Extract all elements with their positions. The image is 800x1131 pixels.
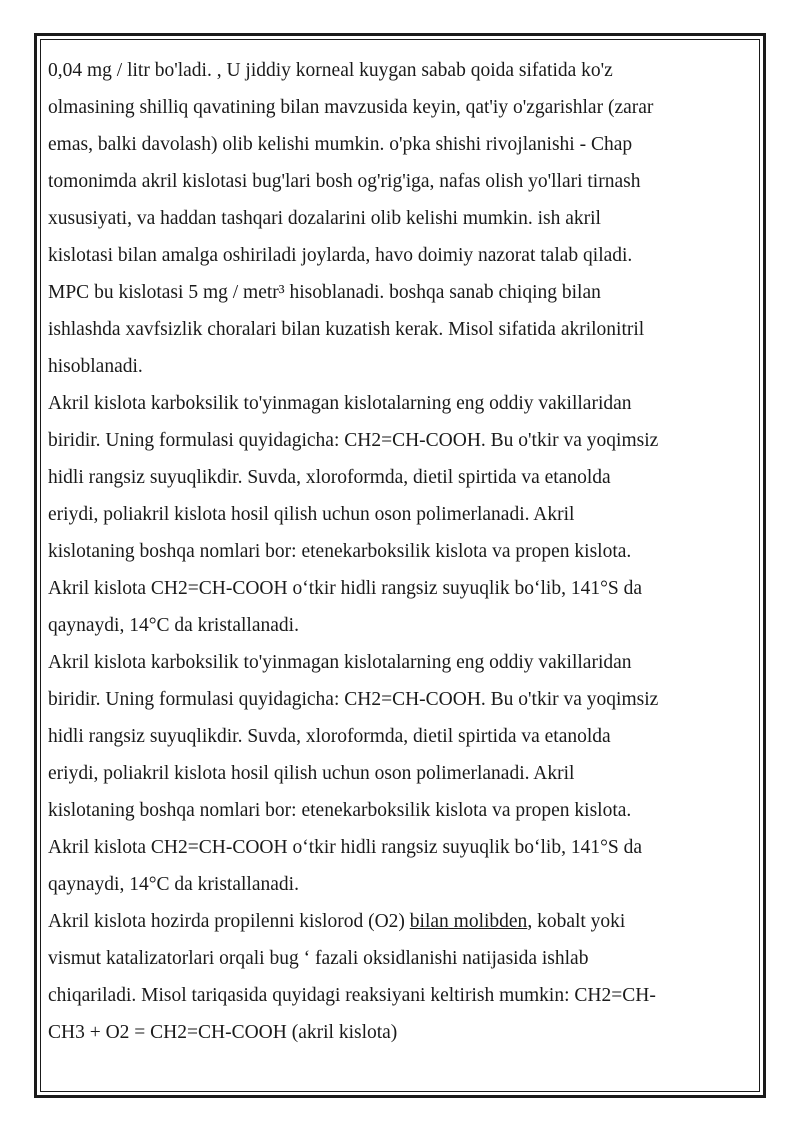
text-line: ishlashda xavfsizlik choralari bilan kuzatish kerak. Misol sifatida akrilonitril — [48, 319, 645, 340]
text-line: CH3 + O2 = CH2=CH-COOH (akril kislota) — [48, 1022, 398, 1043]
document-body — [48, 52, 738, 1051]
text-line: MPC bu kislotasi 5 mg / metr³ hisoblanadi. boshqa sanab chiqing bilan — [48, 282, 601, 303]
text-line: xususiyati, va haddan tashqari dozalarini olib kelishi mumkin. ish akril — [48, 208, 601, 229]
text-line: Akril kislota CH2=CH-COOH o‘tkir hidli rangsiz suyuqlik bo‘lib, 141°S da — [48, 837, 643, 858]
paragraph-toxicity — [48, 52, 738, 385]
text-line: kislotaning boshqa nomlari bor: etenekarboksilik kislota va propen kislota. — [48, 800, 632, 821]
text-line: Akril kislota karboksilik to'yinmagan kislotalarning eng oddiy vakillaridan — [48, 393, 632, 414]
text-line: hidli rangsiz suyuqlikdir. Suvda, xloroformda, dietil spirtida va etanolda — [48, 726, 611, 747]
text-line: biridir. Uning formulasi quyidagicha: CH2=CH-COOH. Bu o'tkir va yoqimsiz — [48, 689, 659, 710]
text-line: biridir. Uning formulasi quyidagicha: CH2=CH-COOH. Bu o'tkir va yoqimsiz — [48, 430, 659, 451]
text-line: qaynaydi, 14°C da kristallanadi. — [48, 874, 299, 895]
underlined-text: bilan molibden — [409, 911, 528, 932]
text-line: 0,04 mg / litr bo'ladi. , U jiddiy korneal kuygan sabab qoida sifatida ko'z — [48, 60, 613, 81]
text-fragment: Akril kislota hozirda propilenni kislorod (O2) — [48, 911, 410, 932]
text-line: eriydi, poliakril kislota hosil qilish uchun oson polimerlanadi. Akril — [48, 504, 575, 525]
text-line — [48, 903, 738, 940]
text-line: tomonimda akril kislotasi bug'lari bosh og'rig'iga, nafas olish yo'llari tirnash — [48, 171, 641, 192]
text-line: emas, balki davolash) olib kelishi mumkin. o'pka shishi rivojlanishi - Chap — [48, 134, 633, 155]
text-line: chiqariladi. Misol tariqasida quyidagi reaksiyani keltirish mumkin: CH2=CH- — [48, 985, 656, 1006]
text-line: Akril kislota CH2=CH-COOH o‘tkir hidli rangsiz suyuqlik bo‘lib, 141°S da — [48, 578, 643, 599]
text-line: hisoblanadi. — [48, 356, 143, 377]
text-line: kislotaning boshqa nomlari bor: etenekarboksilik kislota va propen kislota. — [48, 541, 632, 562]
text-fragment: , kobalt yoki — [527, 911, 626, 932]
paragraph-properties-1 — [48, 385, 738, 644]
text-line: olmasining shilliq qavatining bilan mavzusida keyin, qat'iy o'zgarishlar (zarar — [48, 97, 654, 118]
text-line: vismut katalizatorlari orqali bug ‘ fazali oksidlanishi natijasida ishlab — [48, 948, 589, 969]
text-line: Akril kislota karboksilik to'yinmagan kislotalarning eng oddiy vakillaridan — [48, 652, 632, 673]
text-line: eriydi, poliakril kislota hosil qilish uchun oson polimerlanadi. Akril — [48, 763, 575, 784]
text-line: kislotasi bilan amalga oshiriladi joylarda, havo doimiy nazorat talab qiladi. — [48, 245, 633, 266]
paragraph-production — [48, 903, 738, 1051]
text-line: qaynaydi, 14°C da kristallanadi. — [48, 615, 299, 636]
paragraph-properties-2 — [48, 644, 738, 903]
text-line: hidli rangsiz suyuqlikdir. Suvda, xloroformda, dietil spirtida va etanolda — [48, 467, 611, 488]
